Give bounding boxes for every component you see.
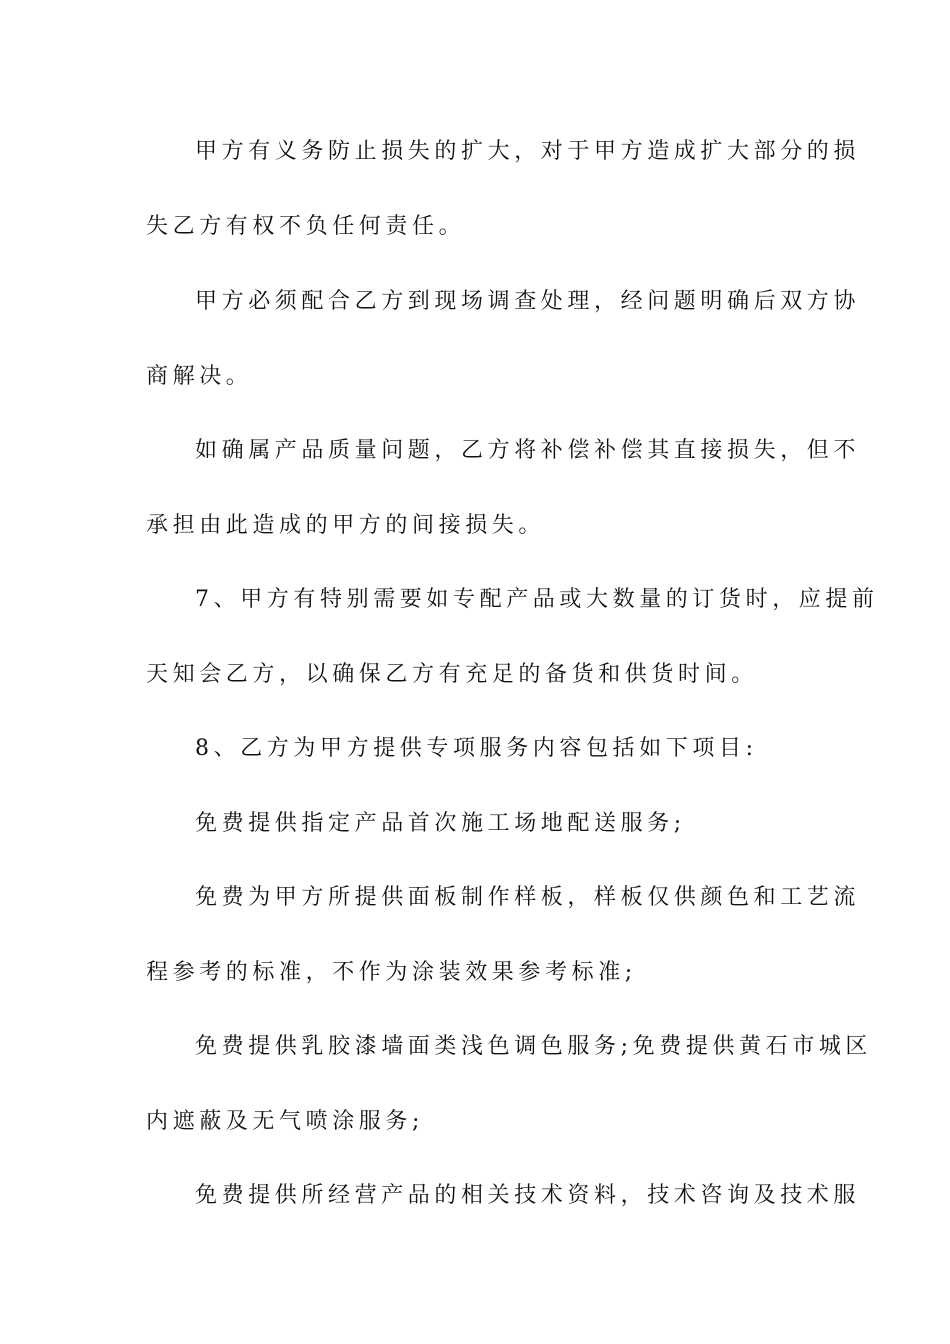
paragraph-line: 免费为甲方所提供面板制作样板，样板仅供颜色和工艺流 <box>195 885 861 910</box>
paragraph-line: 如确属产品质量问题，乙方将补偿补偿其直接损失，但不 <box>195 438 861 463</box>
paragraph-line: 免费提供乳胶漆墙面类浅色调色服务;免费提供黄石市城区 <box>195 1034 873 1059</box>
paragraph-line: 承担由此造成的甲方的间接损失。 <box>146 513 546 538</box>
paragraph-line: 天知会乙方，以确保乙方有充足的备货和供货时间。 <box>146 662 758 687</box>
paragraph-line: 甲方必须配合乙方到现场调查处理，经问题明确后双方协 <box>195 289 861 314</box>
paragraph-line: 7、甲方有特别需要如专配产品或大数量的订货时，应提前 <box>195 587 879 612</box>
paragraph-line: 失乙方有权不负任何责任。 <box>146 214 466 239</box>
paragraph-line: 免费提供指定产品首次施工场地配送服务; <box>195 811 686 836</box>
paragraph-line: 程参考的标准，不作为涂装效果参考标准; <box>146 960 637 985</box>
paragraph-line: 商解决。 <box>146 364 253 389</box>
paragraph-line: 甲方有义务防止损失的扩大，对于甲方造成扩大部分的损 <box>195 139 861 164</box>
paragraph-line: 8、乙方为甲方提供专项服务内容包括如下项目: <box>195 736 758 761</box>
paragraph-line: 内遮蔽及无气喷涂服务; <box>146 1109 425 1134</box>
paragraph-line: 免费提供所经营产品的相关技术资料，技术咨询及技术服 <box>195 1183 861 1208</box>
